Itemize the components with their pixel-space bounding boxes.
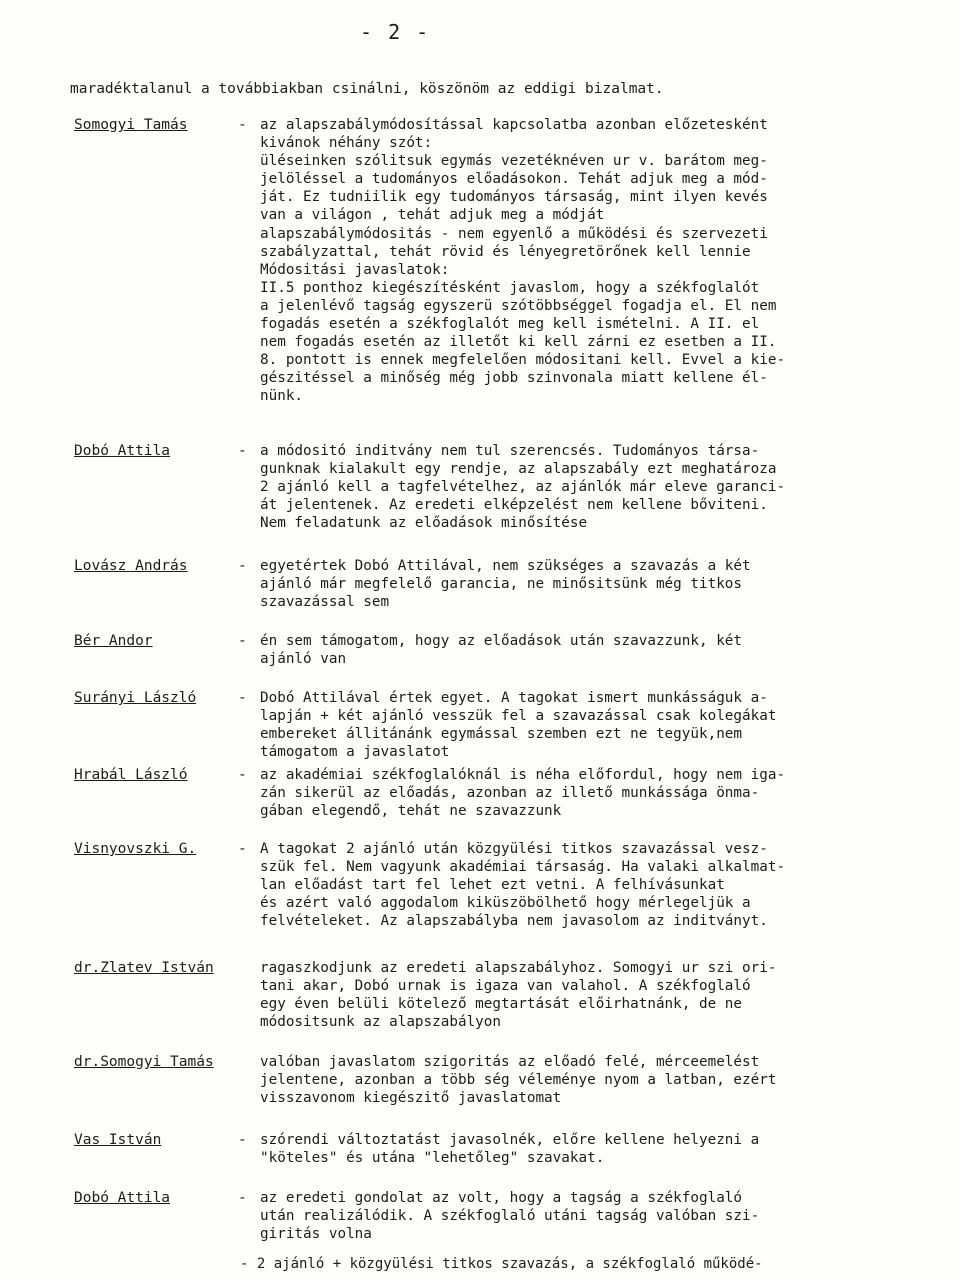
speech-text — [260, 557, 920, 611]
speech-line: embereket állitánánk egymással szemben ezt ne tegyük,nem — [260, 726, 743, 743]
speech-line: gunknak kialakult egy rendje, az alapszabály ezt meghatároza — [260, 461, 777, 478]
speech-line: zán sikerül az előadás, azonban az illető munkássága önma- — [260, 785, 760, 802]
speech-line: és azért való aggodalom kiküszöbölhető hogy mérlegeljük a — [260, 895, 751, 912]
speech-line: felvételeket. Az alapszabályba nem javasolom az inditványt. — [260, 913, 768, 930]
continuation-line: - 2 ajánló + közgyülési titkos szavazás, a székfoglaló működé- — [240, 1256, 763, 1272]
speech-line: után realizálódik. A székfoglaló utáni tagság valóban szi- — [260, 1208, 760, 1225]
speech-line: "köteles" és utána "lehetőleg" szavakat. — [260, 1150, 605, 1167]
speech-text — [260, 116, 920, 406]
speech-line: Nem feladatunk az előadások minősítése — [260, 515, 588, 532]
speaker-name: Surányi László — [74, 690, 197, 706]
speech-text — [260, 632, 920, 668]
speech-line: van a világon , tehát adjuk meg a módját — [260, 207, 605, 224]
speech-line: szórendi változtatást javasolnék, előre kellene helyezni a — [260, 1132, 760, 1148]
speech-line: valóban javaslatom szigoritás az előadó felé, mérceemelést — [260, 1054, 760, 1070]
speech-line: nünk. — [260, 388, 304, 405]
speaker-name: dr.Somogyi Tamás — [74, 1054, 214, 1070]
speech-line: lan előadást tart fel lehet ezt vetni. A felhívásunkat — [260, 877, 725, 894]
speech-line: A tagokat 2 ajánló után közgyülési titkos szavazással vesz- — [260, 841, 768, 857]
speech-line: szavazással sem — [260, 594, 390, 611]
speech-text — [260, 1131, 920, 1167]
entry-dash: - — [238, 841, 247, 857]
speech-line: szük fel. Nem vagyunk akadémiai társaság. Ha valaki alkalmat- — [260, 859, 786, 876]
speech-line: az eredeti gondolat az volt, hogy a tagság a székfoglaló — [260, 1190, 743, 1206]
speaker-name: Visnyovszki G. — [74, 841, 197, 857]
speaker-name: Dobó Attila — [74, 1190, 171, 1206]
speech-line: giritás volna — [260, 1226, 372, 1243]
speaker-name: Hrabál László — [74, 767, 188, 783]
entry-dash: - — [238, 767, 247, 783]
speech-line: visszavonom kiegészitő javaslatomat — [260, 1090, 562, 1107]
speech-line: támogatom a javaslatot — [260, 744, 450, 761]
speech-line: lapján + két ajánló vesszük fel a szavazással csak kolegákat — [260, 708, 777, 725]
speech-line: Módositási javaslatok: — [260, 261, 450, 278]
speech-line: 2 ajánló kell a tagfelvételhez, az ajánlók már eleve garanci- — [260, 479, 786, 496]
speech-line: ragaszkodjunk az eredeti alapszabályhoz. Somogyi ur szi ori- — [260, 960, 777, 976]
entry-dash: - — [238, 633, 247, 649]
speech-line: az alapszabálymódosítással kapcsolatba azonban előzetesként — [260, 117, 768, 133]
speech-line: ját. Ez tudniilik egy tudományos társaság, mint ilyen kevés — [260, 189, 768, 206]
speech-line: át jelentenek. Az eredeti elképzelést nem kellene bőviteni. — [260, 497, 768, 514]
entry-dash: - — [238, 558, 247, 574]
speech-line: jelentene, azonban a több ség véleménye nyom a latban, ezért — [260, 1072, 777, 1089]
speaker-name: Vas István — [74, 1132, 162, 1148]
speech-text — [260, 840, 920, 930]
speech-line: jelöléssel a tudományos előadásokon. Tehát adjuk meg a mód- — [260, 171, 768, 188]
entry-dash: - — [238, 443, 247, 459]
speech-line: egyetértek Dobó Attilával, nem szükséges a szavazás a két — [260, 558, 751, 574]
page-number: - 2 - — [360, 20, 431, 44]
speech-line: kivánok néhány szót: — [260, 135, 433, 152]
speaker-name: Dobó Attila — [74, 443, 171, 459]
entry-dash: - — [238, 1132, 247, 1148]
speech-text — [260, 766, 920, 820]
speech-line: a módositó inditvány nem tul szerencsés. Tudományos társa- — [260, 443, 760, 459]
entry-dash: - — [238, 690, 247, 706]
speaker-name: Bér Andor — [74, 633, 153, 649]
speech-text — [260, 959, 920, 1031]
entry-dash: - — [238, 117, 247, 133]
speech-line: szabályzattal, tehát rövid és lényegretörőnek kell lennie — [260, 243, 751, 260]
speech-line: 8. pontott is ennek megfelelően módositani kell. Evvel a kie- — [260, 352, 786, 369]
speech-line: alapszabálymódositás - nem egyenlő a működési és szervezeti — [260, 225, 768, 242]
speech-text — [260, 689, 920, 761]
speaker-name: Somogyi Tamás — [74, 117, 188, 133]
speech-text — [260, 1053, 920, 1107]
speech-line: módositsunk az alapszabályon — [260, 1014, 502, 1031]
speech-text — [260, 442, 920, 532]
speaker-name: Lovász András — [74, 558, 188, 574]
entry-dash: - — [238, 1190, 247, 1206]
speech-line: gában elegendő, tehát ne szavazzunk — [260, 803, 562, 820]
speech-line: üléseinken szólitsuk egymás vezetéknéven ur v. barátom meg- — [260, 153, 768, 170]
speech-line: Dobó Attilával értek egyet. A tagokat ismert munkásságuk a- — [260, 690, 768, 706]
speech-line: nem fogadás esetén az illetőt ki kell zárni ez esetben a II. — [260, 334, 777, 351]
speech-line: a jelenlévő tagság egyszerü szótöbbséggel fogadja el. El nem — [260, 297, 777, 314]
speech-line: én sem támogatom, hogy az előadások után szavazzunk, két — [260, 633, 743, 649]
speech-line: gészitéssel a minőség még jobb szinvonala miatt kellene él- — [260, 370, 768, 387]
speech-line: ajánló már megfelelő garancia, ne minősitsünk még titkos — [260, 576, 743, 593]
speech-line: az akadémiai székfoglalóknál is néha előfordul, hogy nem iga- — [260, 767, 786, 783]
speech-line: II.5 ponthoz kiegészítésként javaslom, hogy a székfoglalót — [260, 279, 760, 296]
speech-text — [260, 1189, 920, 1243]
speech-line: fogadás esetén a székfoglalót meg kell ismételni. A II. el — [260, 316, 760, 333]
speech-line: tani akar, Dobó urnak is igaza van valahol. A székfoglaló — [260, 978, 751, 995]
speech-line: ajánló van — [260, 651, 347, 668]
intro-line: maradéktalanul a továbbiakban csinálni, köszönöm az eddigi bizalmat. — [70, 81, 664, 97]
speech-line: egy éven belüli kötelező megtartását előirhatnánk, de ne — [260, 996, 743, 1013]
speaker-name: dr.Zlatev István — [74, 960, 214, 976]
